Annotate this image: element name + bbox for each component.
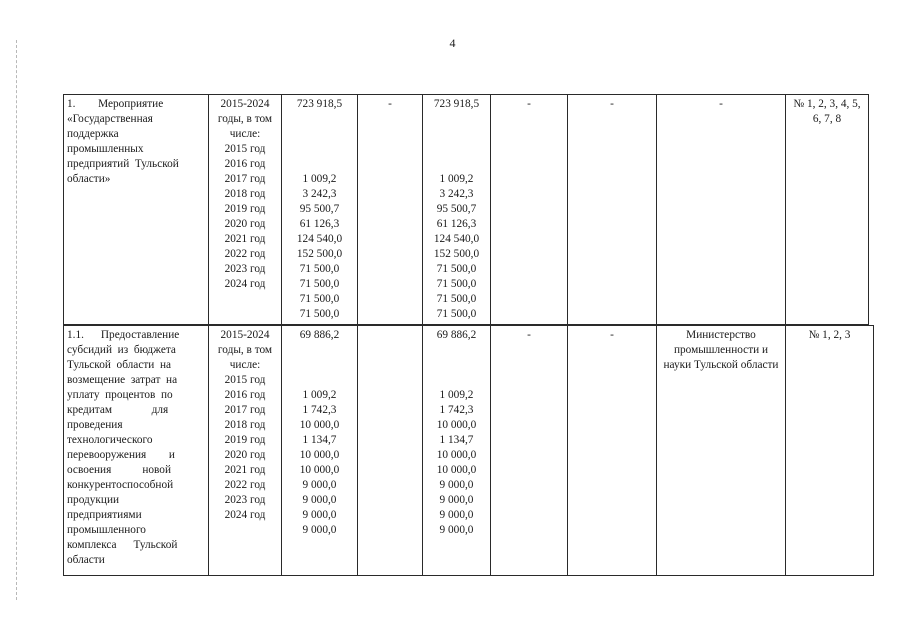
description-lines <box>67 97 205 187</box>
description-line: освоения новой <box>67 464 171 476</box>
description-line: предприятиями <box>67 509 142 521</box>
year-label: 2022 год <box>224 479 266 491</box>
year-total-value: 61 126,3 <box>299 218 340 230</box>
period-label: 2015-2024 годы, в том числе: <box>217 329 273 371</box>
year-total-value: 71 500,0 <box>299 308 340 320</box>
year-label: 2022 год <box>224 248 266 260</box>
description-line: 1.1. Предоставление <box>67 329 180 341</box>
year-regional <box>426 388 487 538</box>
period-label: 2015-2024 годы, в том числе: <box>217 98 273 140</box>
description-line: перевооружения и <box>67 449 175 461</box>
extrabudget-cell: - <box>568 95 657 325</box>
year-regional <box>426 172 487 322</box>
description-line: возмещение затрат на <box>67 374 178 386</box>
year-label: 2024 год <box>224 509 266 521</box>
description-line: технологического <box>67 434 153 446</box>
executor-cell: - <box>657 95 786 325</box>
year-total-value: 1 009,2 <box>302 173 337 185</box>
year-total-value: 9 000,0 <box>302 479 337 491</box>
executor-cell: Министерство промышленности и науки Тульской области <box>657 326 786 576</box>
measure-description <box>64 95 209 325</box>
year-regional-value: 9 000,0 <box>439 479 474 491</box>
year-label: 2019 год <box>224 434 266 446</box>
description-line: «Государственная <box>67 113 153 125</box>
year-label: 2016 год <box>224 389 266 401</box>
year-regional-value: 124 540,0 <box>433 233 480 245</box>
period-cell <box>209 95 282 325</box>
year-regional-value: 1 134,7 <box>439 434 474 446</box>
year-label: 2015 год <box>224 374 266 386</box>
year-totals <box>285 388 354 538</box>
federal-budget-cell <box>358 326 423 576</box>
year-total-value: 152 500,0 <box>296 248 343 260</box>
regional-total: 69 886,2 <box>436 329 477 341</box>
year-total-value: 1 009,2 <box>302 389 337 401</box>
measure-description <box>64 326 209 576</box>
federal-budget-cell: - <box>358 95 423 325</box>
year-total-value: 71 500,0 <box>299 293 340 305</box>
year-regional-value: 71 500,0 <box>436 308 477 320</box>
year-label: 2023 год <box>224 494 266 506</box>
year-label: 2020 год <box>224 449 266 461</box>
year-label: 2021 год <box>224 233 266 245</box>
year-regional-value: 3 242,3 <box>439 188 474 200</box>
extrabudget-cell: - <box>568 326 657 576</box>
page-number: 4 <box>449 36 456 50</box>
indicators-cell: № 1, 2, 3, 4, 5, 6, 7, 8 <box>786 95 869 325</box>
local-budget-cell: - <box>491 95 568 325</box>
description-line: продукции <box>67 494 120 506</box>
year-list <box>212 373 278 523</box>
total-cell <box>282 326 358 576</box>
year-label: 2024 год <box>224 278 266 290</box>
year-label: 2017 год <box>224 173 266 185</box>
description-lines <box>67 328 205 568</box>
year-total-value: 71 500,0 <box>299 263 340 275</box>
year-total-value: 10 000,0 <box>299 419 340 431</box>
description-line: промышленных <box>67 143 144 155</box>
year-label: 2019 год <box>224 203 266 215</box>
description-line: области» <box>67 173 111 185</box>
year-total-value: 1 742,3 <box>302 404 337 416</box>
year-total-value: 1 134,7 <box>302 434 337 446</box>
year-regional-value: 71 500,0 <box>436 278 477 290</box>
year-total-value: 124 540,0 <box>296 233 343 245</box>
description-line: Тульской области на <box>67 359 172 371</box>
year-total-value: 10 000,0 <box>299 449 340 461</box>
year-regional-value: 95 500,7 <box>436 203 477 215</box>
measure-row-1 <box>63 94 869 325</box>
year-regional-value: 10 000,0 <box>436 449 477 461</box>
year-regional-value: 1 009,2 <box>439 389 474 401</box>
year-label: 2021 год <box>224 464 266 476</box>
year-regional-value: 61 126,3 <box>436 218 477 230</box>
description-line: 1. Мероприятие <box>67 98 164 110</box>
total-amount: 723 918,5 <box>296 98 343 110</box>
year-regional-value: 1 009,2 <box>439 173 474 185</box>
year-label: 2018 год <box>224 188 266 200</box>
local-budget-cell: - <box>491 326 568 576</box>
total-amount: 69 886,2 <box>299 329 340 341</box>
regional-budget-cell <box>423 326 491 576</box>
period-cell <box>209 326 282 576</box>
year-regional-value: 71 500,0 <box>436 263 477 275</box>
indicators-cell: № 1, 2, 3 <box>786 326 874 576</box>
description-line: комплекса Тульской <box>67 539 178 551</box>
description-line: проведения <box>67 419 123 431</box>
year-total-value: 10 000,0 <box>299 464 340 476</box>
year-label: 2015 год <box>224 143 266 155</box>
description-line: области <box>67 554 105 566</box>
year-regional-value: 10 000,0 <box>436 419 477 431</box>
year-list <box>212 142 278 292</box>
description-line: кредитам для <box>67 404 169 416</box>
description-line: конкурентоспособной <box>67 479 174 491</box>
year-label: 2018 год <box>224 419 266 431</box>
year-regional-value: 71 500,0 <box>436 293 477 305</box>
year-regional-value: 152 500,0 <box>433 248 480 260</box>
year-total-value: 9 000,0 <box>302 509 337 521</box>
year-total-value: 9 000,0 <box>302 524 337 536</box>
year-label: 2017 год <box>224 404 266 416</box>
year-regional-value: 9 000,0 <box>439 524 474 536</box>
year-label: 2020 год <box>224 218 266 230</box>
description-line: субсидий из бюджета <box>67 344 176 356</box>
year-regional-value: 10 000,0 <box>436 464 477 476</box>
year-total-value: 95 500,7 <box>299 203 340 215</box>
regional-total: 723 918,5 <box>433 98 480 110</box>
total-cell <box>282 95 358 325</box>
year-label: 2016 год <box>224 158 266 170</box>
measure-row-2 <box>63 325 874 576</box>
year-total-value: 71 500,0 <box>299 278 340 290</box>
description-line: предприятий Тульской <box>67 158 179 170</box>
year-total-value: 9 000,0 <box>302 494 337 506</box>
year-regional-value: 1 742,3 <box>439 404 474 416</box>
description-line: промышленного <box>67 524 146 536</box>
year-regional-value: 9 000,0 <box>439 509 474 521</box>
year-regional-value: 9 000,0 <box>439 494 474 506</box>
year-totals <box>285 172 354 322</box>
scan-margin-line <box>16 40 18 600</box>
description-line: уплату процентов по <box>67 389 173 401</box>
regional-budget-cell <box>423 95 491 325</box>
year-total-value: 3 242,3 <box>302 188 337 200</box>
year-label: 2023 год <box>224 263 266 275</box>
description-line: поддержка <box>67 128 119 140</box>
